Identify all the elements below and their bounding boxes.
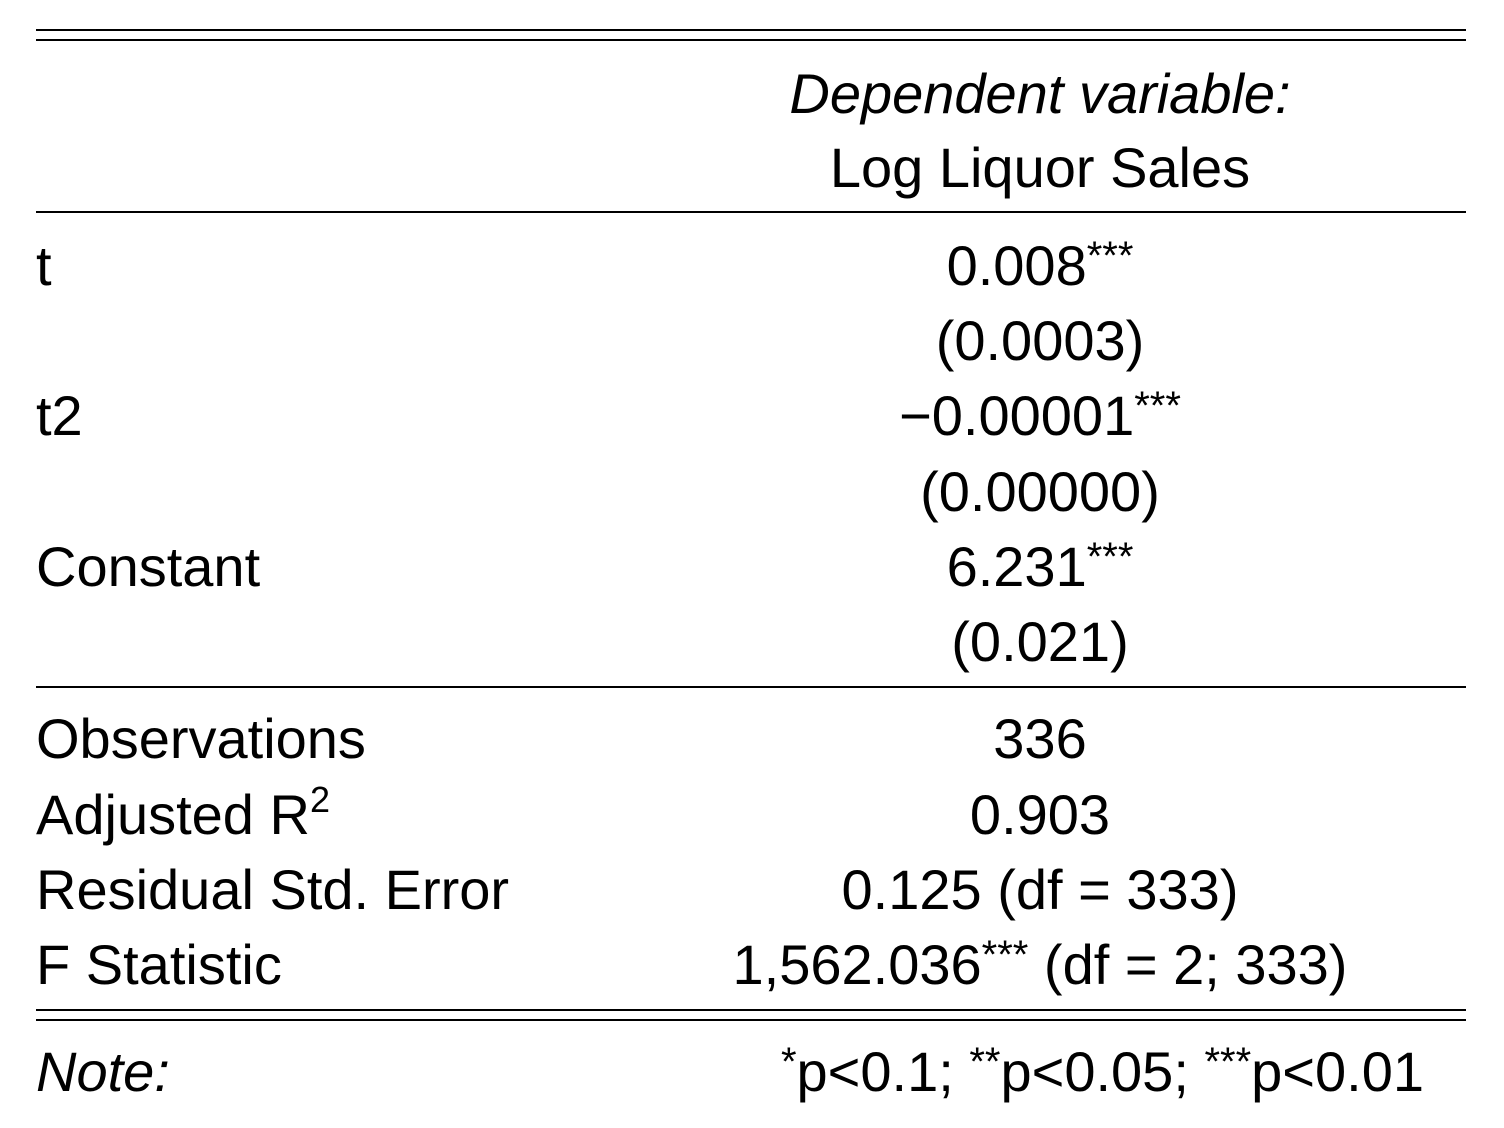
coef-se-t: (0.0003) [935, 309, 1145, 372]
significance-stars: *** [981, 933, 1029, 977]
bottom-rule-2 [36, 1019, 1466, 1021]
stat-value-residual-se: 0.125 (df = 333) [841, 858, 1239, 921]
note-significance-legend: *p<0.1; **p<0.05; ***p<0.01 [780, 1040, 1424, 1103]
significance-stars: *** [1086, 535, 1134, 579]
coef-name-t: t [36, 234, 52, 297]
coef-se-constant: (0.021) [951, 610, 1129, 673]
stat-label-observations: Observations [36, 707, 366, 770]
coef-estimate-constant: 6.231*** [946, 535, 1134, 598]
note-label: Note: [36, 1040, 170, 1103]
stat-value-adjusted-r2: 0.903 [969, 783, 1111, 846]
dependent-variable-name: Log Liquor Sales [829, 136, 1251, 199]
dependent-variable-label: Dependent variable: [789, 62, 1291, 125]
significance-stars: *** [1086, 234, 1134, 278]
header-rule [36, 211, 1466, 213]
stat-label-f-statistic: F Statistic [36, 933, 282, 996]
significance-stars: *** [1134, 384, 1181, 428]
stat-value-f-statistic: 1,562.036*** (df = 2; 333) [732, 933, 1348, 996]
stat-label-adjusted-r2: Adjusted $R^2$ [36, 779, 330, 846]
coef-estimate-t2: −0.00001*** [899, 384, 1181, 447]
coef-se-t2: (0.00000) [920, 460, 1160, 523]
stat-value-observations: 336 [993, 707, 1087, 770]
coef-name-t2: t2 [36, 384, 83, 447]
stat-label-residual-se: Residual Std. Error [36, 858, 510, 921]
coef-stats-rule [36, 686, 1466, 688]
coef-estimate-t: 0.008*** [946, 234, 1134, 297]
top-rule-2 [36, 39, 1466, 41]
coef-name-constant: Constant [36, 535, 261, 598]
top-rule-1 [36, 29, 1466, 31]
bottom-rule-1 [36, 1009, 1466, 1011]
